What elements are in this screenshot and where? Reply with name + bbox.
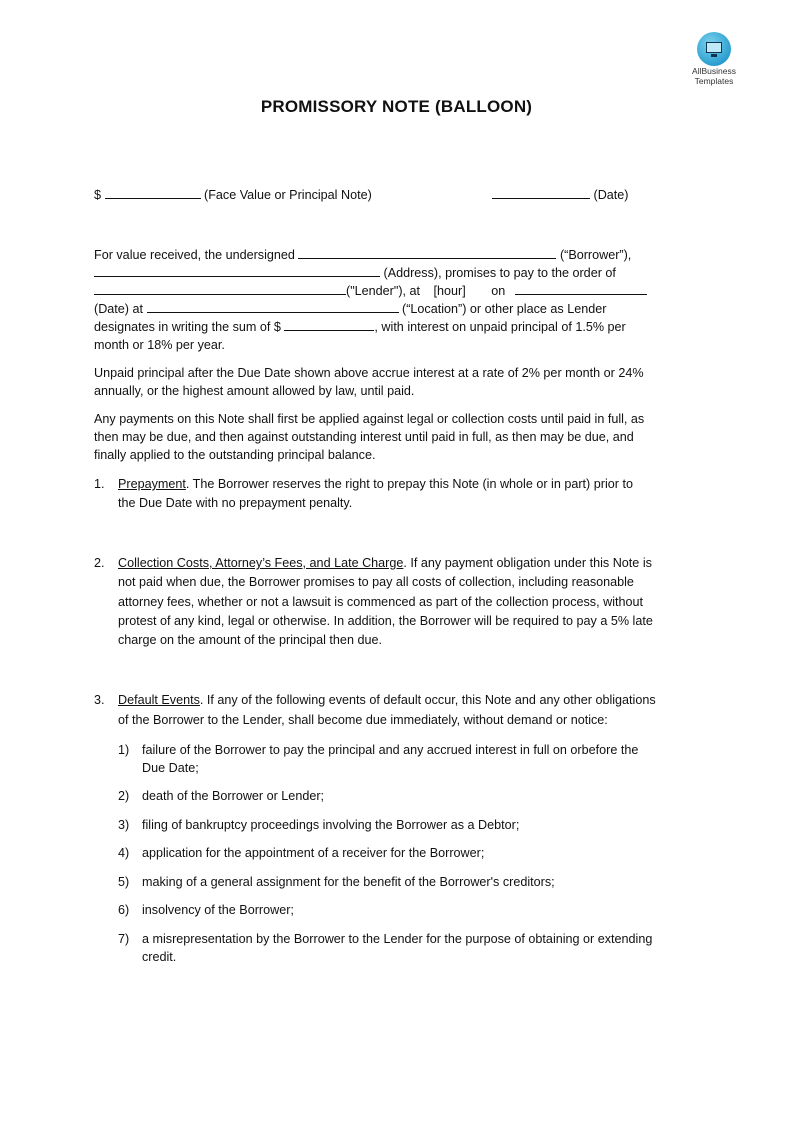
due-date-blank[interactable] <box>515 282 647 295</box>
brand-logo <box>682 32 746 86</box>
list-item-number: 1) <box>118 743 130 757</box>
intro-line-3: ("Lender"), at [hour] on <box>94 282 647 300</box>
intro-line-1: For value received, the undersigned (“Borrower”), <box>94 248 632 262</box>
list-item: making of a general assignment for the benefit of the Borrower's creditors; <box>142 875 555 889</box>
section-heading: Collection Costs, Attorney’s Fees, and Late Charge <box>118 556 404 570</box>
list-item: filing of bankruptcy proceedings involving the Borrower as a Debtor; <box>142 818 520 832</box>
list-item-number: 7) <box>118 932 130 946</box>
list-item-number: 2) <box>118 789 130 803</box>
section-number: 1. <box>94 477 105 491</box>
lender-name-blank[interactable] <box>94 282 346 295</box>
list-item: death of the Borrower or Lender; <box>142 789 325 803</box>
list-item: insolvency of the Borrower; <box>142 903 294 917</box>
section-1-line-2: the Due Date with no prepayment penalty. <box>118 496 353 510</box>
computer-icon <box>697 32 731 66</box>
face-value-line: $ (Face Value or Principal Note) <box>94 188 372 202</box>
section-2-line-2: not paid when due, the Borrower promises to pay all costs of collection, including reasonable <box>118 575 634 589</box>
list-item: application for the appointment of a receiver for the Borrower; <box>142 846 485 860</box>
list-item-number: 4) <box>118 846 130 860</box>
document-title: PROMISSORY NOTE (BALLOON) <box>260 97 533 116</box>
intro-line-4: (Date) at (“Location”) or other place as Lender <box>94 302 607 316</box>
unpaid-line-1: Unpaid principal after the Due Date shown above accrue interest at a rate of 2% per month or 24% <box>94 366 644 380</box>
list-item-number: 3) <box>118 818 130 832</box>
list-item-continued: credit. <box>142 950 177 964</box>
section-heading: Prepayment <box>118 477 186 491</box>
date-line: (Date) <box>492 186 629 204</box>
section-number: 2. <box>94 556 105 570</box>
face-value-blank[interactable] <box>105 186 201 199</box>
intro-line-6: month or 18% per year. <box>94 338 225 352</box>
payments-line-3: finally applied to the outstanding principal balance. <box>94 448 376 462</box>
intro-line-2: (Address), promises to pay to the order of <box>94 264 616 282</box>
payments-line-1: Any payments on this Note shall first be applied against legal or collection costs until paid in full, as <box>94 412 645 426</box>
section-heading: Default Events <box>118 693 200 707</box>
address-blank[interactable] <box>94 264 380 277</box>
section-2-line-1: Collection Costs, Attorney’s Fees, and Late Charge. If any payment obligation under this Note is <box>118 556 652 570</box>
section-number: 3. <box>94 693 105 707</box>
section-3-line-2: of the Borrower to the Lender, shall become due immediately, without demand or notice: <box>118 713 608 727</box>
location-blank[interactable] <box>147 300 399 313</box>
section-3-line-1: Default Events. If any of the following events of default occur, this Note and any other obligations <box>118 693 656 707</box>
list-item-continued: Due Date; <box>142 761 199 775</box>
date-blank[interactable] <box>492 186 590 199</box>
section-2-line-5: charge on the amount of the principal then due. <box>118 633 382 647</box>
list-item-number: 6) <box>118 903 130 917</box>
sum-blank[interactable] <box>284 318 374 331</box>
section-1-line-1: Prepayment. The Borrower reserves the right to prepay this Note (in whole or in part) prior to <box>118 477 633 491</box>
list-item: a misrepresentation by the Borrower to the Lender for the purpose of obtaining or extending <box>142 932 653 946</box>
borrower-name-blank[interactable] <box>298 246 556 259</box>
section-2-line-4: protest of any kind, legal or otherwise. In addition, the Borrower will be required to pay a 5% late <box>118 614 653 628</box>
intro-line-5: designates in writing the sum of $ , with interest on unpaid principal of 1.5% per <box>94 320 626 334</box>
list-item: failure of the Borrower to pay the principal and any accrued interest in full on orbefore the <box>142 743 639 757</box>
section-2-line-3: attorney fees, whether or not a lawsuit is commenced as part of the collection process, without <box>118 595 644 609</box>
unpaid-line-2: annually, or the highest amount allowed by law, until paid. <box>94 384 415 398</box>
payments-line-2: then may be due, and then against outstanding interest until paid in full, as then may be due, and <box>94 430 634 444</box>
list-item-number: 5) <box>118 875 130 889</box>
logo-text: AllBusiness Templates <box>692 66 736 86</box>
